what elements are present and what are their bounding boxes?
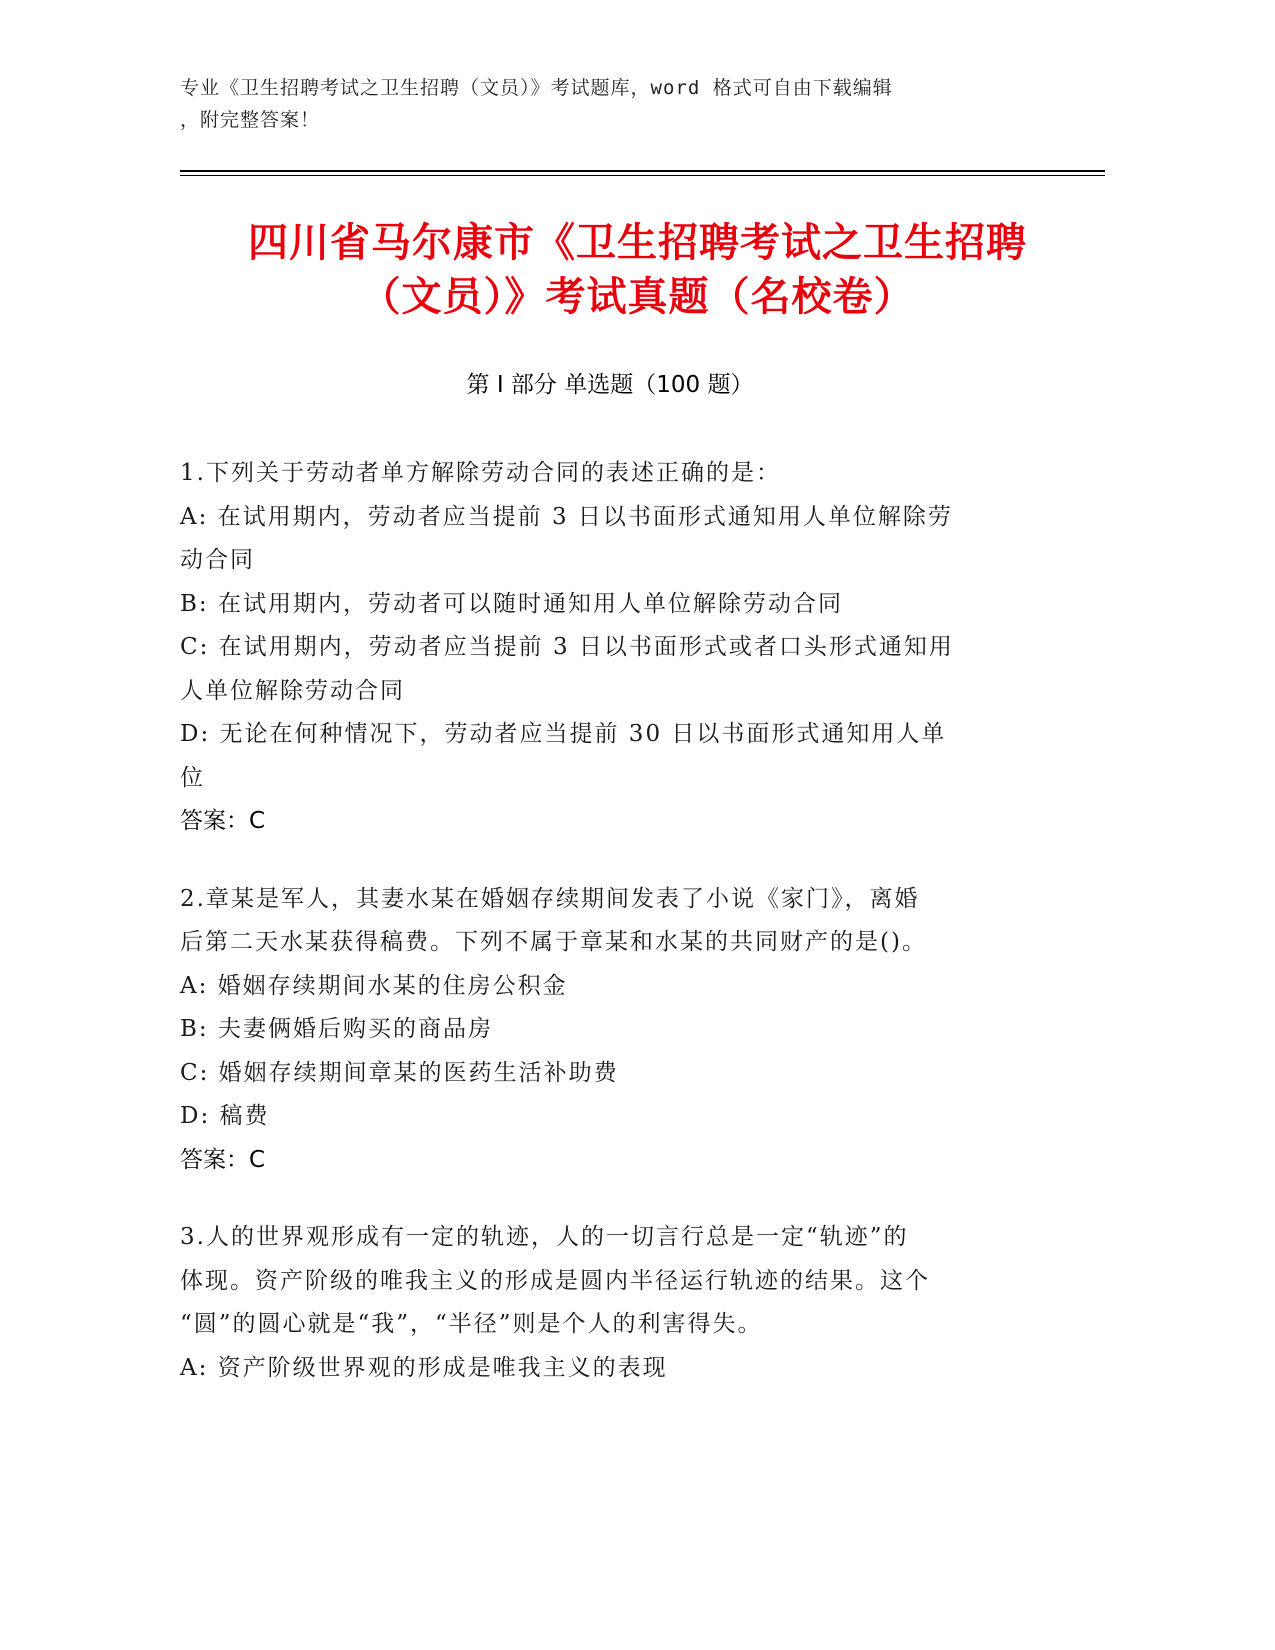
page-title	[150, 216, 1125, 324]
option-d-line: 位	[180, 764, 205, 791]
header-note	[180, 72, 1040, 136]
answer-label: 答案：C	[180, 808, 266, 834]
question-stem-line: 2.章某是军人，其妻水某在婚姻存续期间发表了小说《家门》，离婚	[180, 885, 920, 912]
question-stem-line: 3.人的世界观形成有一定的轨迹，人的一切言行总是一定“轨迹”的	[180, 1224, 909, 1250]
page-title-line-1: 四川省马尔康市《卫生招聘考试之卫生招聘	[248, 220, 1027, 266]
option-a-line: A: 婚姻存续期间水某的住房公积金	[180, 972, 568, 999]
option-c-line: 人单位解除劳动合同	[180, 677, 405, 704]
header-divider-thin	[180, 175, 1105, 176]
question-stem-line: 1.下列关于劳动者单方解除劳动合同的表述正确的是：	[180, 460, 781, 486]
question-3	[180, 1216, 1040, 1390]
section-title: 第 I 部分 单选题（100 题）	[466, 372, 754, 398]
option-d-line: D: 无论在何种情况下，劳动者应当提前 30 日以书面形式通知用人单	[180, 721, 947, 747]
option-a-line: 动合同	[180, 547, 255, 573]
question-stem-line: 后第二天水某获得稿费。下列不属于章某和水某的共同财产的是()。	[180, 929, 927, 955]
option-b-line: B: 夫妻俩婚后购买的商品房	[180, 1016, 493, 1042]
option-a-line: A: 资产阶级世界观的形成是唯我主义的表现	[180, 1354, 668, 1381]
header-divider-thick	[180, 170, 1105, 172]
question-1	[180, 452, 1040, 844]
question-stem-line: “圆”的圆心就是“我”，“半径”则是个人的利害得失。	[180, 1311, 763, 1337]
question-list	[180, 452, 1040, 1424]
question-stem-line: 体现。资产阶级的唯我主义的形成是圆内半径运行轨迹的结果。这个	[180, 1267, 930, 1294]
answer-label: 答案：C	[180, 1146, 266, 1173]
option-b-line: B: 在试用期内，劳动者可以随时通知用人单位解除劳动合同	[180, 590, 843, 617]
header-note-line-1: 专业《卫生招聘考试之卫生招聘（文员）》考试题库，word 格式可自由下载编辑	[180, 77, 893, 99]
option-c-line: C: 婚姻存续期间章某的医药生活补助费	[180, 1059, 619, 1086]
option-c-line: C: 在试用期内，劳动者应当提前 3 日以书面形式或者口头形式通知用	[180, 634, 954, 660]
page-title-line-2: （文员）》考试真题（名校卷）	[360, 274, 915, 320]
header-note-line-2: ，附完整答案！	[180, 109, 321, 131]
option-d-line: D: 稿费	[180, 1103, 270, 1129]
option-a-line: A: 在试用期内，劳动者应当提前 3 日以书面形式通知用人单位解除劳	[180, 503, 953, 530]
question-2	[180, 878, 1040, 1183]
